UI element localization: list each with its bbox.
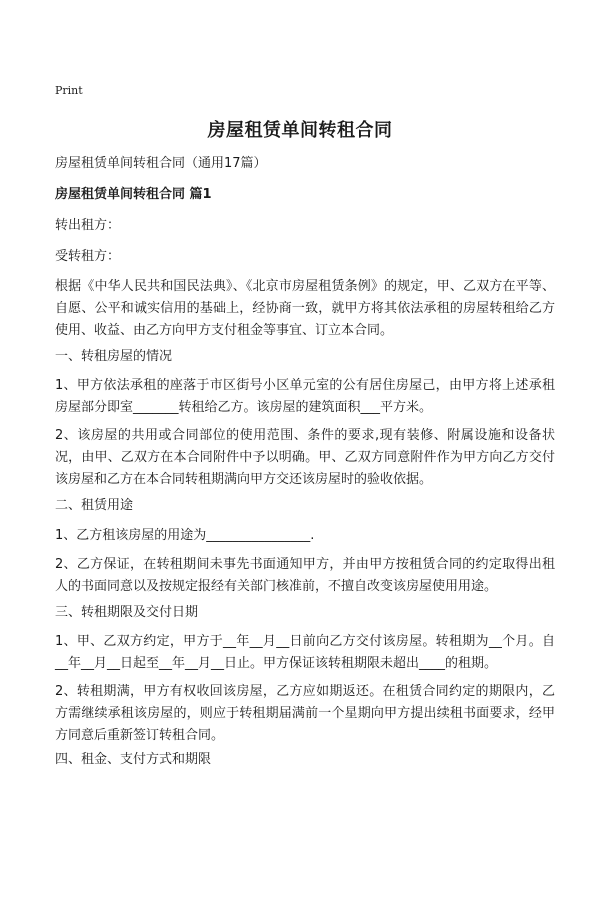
document-title: 房屋租赁单间转租合同 — [207, 120, 393, 141]
clause-1-1: 1、甲方依法承租的座落于市区街号小区单元室的公有居住房屋己，由甲方将上述承租房屋部分即室_______转租给乙方。该房屋的建筑面积___平方米。 — [55, 378, 555, 415]
clause-3-1: 1、甲、乙双方约定，甲方于__年__月__日前向乙方交付该房屋。转租期为__个月。自__年__月__日起至__年__月__日止。甲方保证该转租期限未超出____的租期。 — [55, 634, 555, 671]
section-heading: 房屋租赁单间转租合同 篇1 — [55, 187, 212, 202]
print-label: Print — [55, 84, 83, 97]
heading-rent: 四、租金、支付方式和期限 — [55, 752, 212, 767]
clause-3-2: 2、转租期满，甲方有权收回该房屋，乙方应如期返还。在租赁合同约定的期限内，乙方需继续承租该房屋的，则应于转租期届满前一个星期向甲方提出续租书面要求，经甲方同意后重新签订转租合同。 — [55, 684, 555, 743]
lessee-label: 受转租方： — [55, 249, 121, 264]
clause-2-2: 2、乙方保证，在转租期间未事先书面通知甲方，并由甲方按租赁合同的约定取得出租人的书面同意以及按规定报经有关部门核准前，不擅自改变该房屋使用用途。 — [55, 557, 555, 594]
lessor-label: 转出租方： — [55, 218, 121, 233]
clause-2-1: 1、乙方租该房屋的用途为________________. — [55, 528, 315, 543]
document-subtitle: 房屋租赁单间转租合同（通用17篇） — [55, 156, 267, 171]
clause-1-2: 2、该房屋的共用或合同部位的使用范围、条件的要求,现有装修、附属设施和设备状况，由甲、乙双方在本合同附件中予以明确。甲、乙双方同意附件作为甲方向乙方交付该房屋和乙方在本合同转租期满向甲方交还该房屋时的验收依据。 — [55, 428, 555, 487]
heading-usage: 二、租赁用途 — [55, 498, 134, 513]
heading-transfer-house: 一、转租房屋的情况 — [55, 349, 173, 364]
heading-term: 三、转租期限及交付日期 — [55, 605, 199, 620]
intro-paragraph: 根据《中华人民共和国民法典》、《北京市房屋租赁条例》的规定，甲、乙双方在平等、自愿、公平和诚实信用的基础上，经协商一致，就甲方将其依法承租的房屋转租给乙方使用、收益、由乙方向甲方支付租金等事宜、订立本合同。 — [55, 279, 555, 338]
